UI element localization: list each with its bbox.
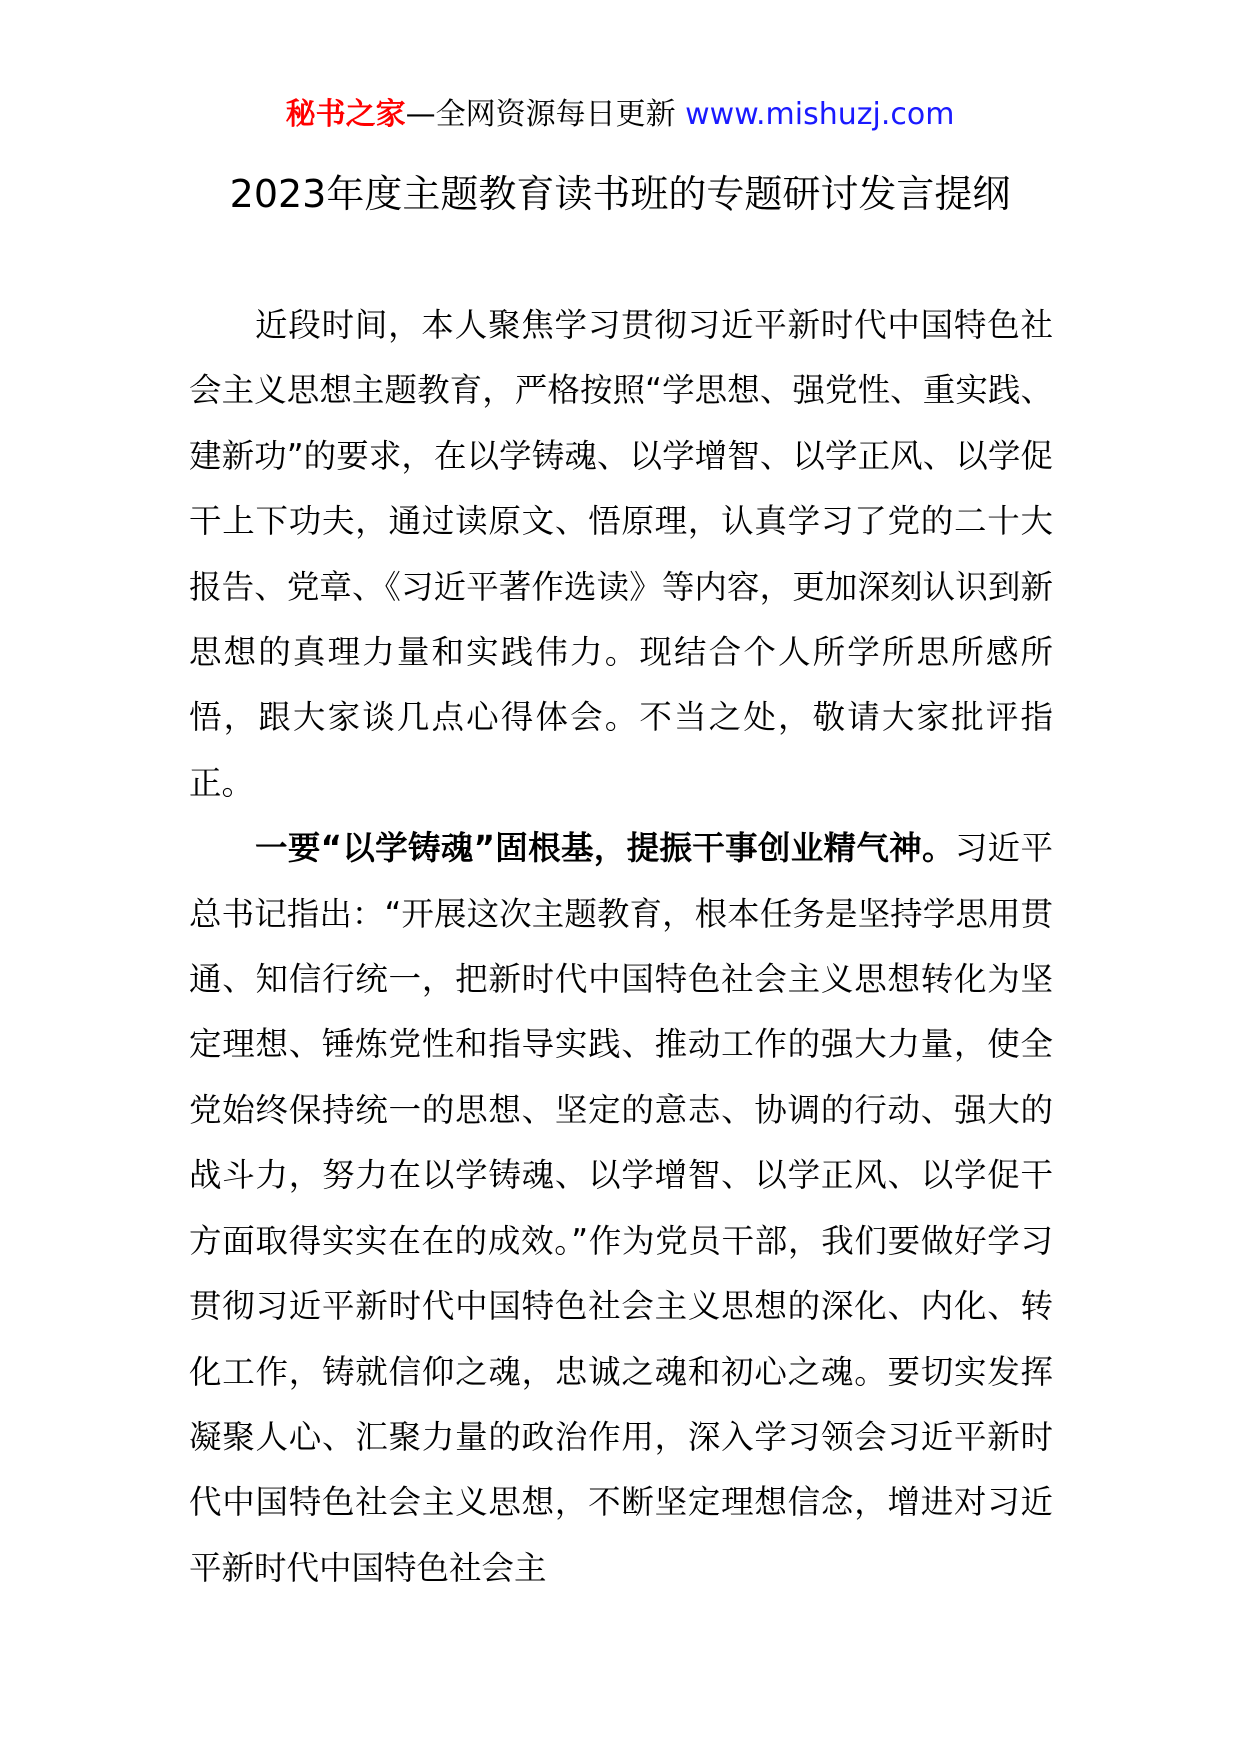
paragraph-intro-text: 近段时间，本人聚焦学习贯彻习近平新时代中国特色社会主义思想主题教育，严格按照“学思想、强党性、重实践、建新功”的要求，在以学铸魂、以学增智、以学正风、以学促干上下功夫，通过读原文、悟原理，认真学习了党的二十大报告、党章、《习近平著作选读》等内容，更加深刻认识到新思想的真理力量和实践伟力。现结合个人所学所思所感所悟，跟大家谈几点心得体会。不当之处，敬请大家批评指正。: [189, 306, 1053, 802]
document-title: 2023年度主题教育读书班的专题研讨发言提纲: [229, 172, 1011, 216]
site-url-link[interactable]: www.mishuzj.com: [685, 97, 955, 132]
site-brand: 秘书之家: [285, 97, 406, 132]
paragraph-point-one-text: 习近平总书记指出：“开展这次主题教育，根本任务是坚持学思用贯通、知信行统一，把新时代中国特色社会主义思想转化为坚定理想、锤炼党性和指导实践、推动工作的强大力量，使全党始终保持统一的思想、坚定的意志、协调的行动、强大的战斗力，努力在以学铸魂、以学增智、以学正风、以学促干方面取得实实在在的成效。”作为党员干部，我们要做好学习贯彻习近平新时代中国特色社会主义思想的深化、内化、转化工作，铸就信仰之魂，忠诚之魂和初心之魂。要切实发挥凝聚人心、汇聚力量的政治作用，深入学习领会习近平新时代中国特色社会主义思想，不断坚定理想信念，增进对习近平新时代中国特色社会主: [189, 829, 1053, 1587]
paragraph-point-one-lead: 一要“以学铸魂”固根基，提振干事创业精气神。: [255, 829, 955, 868]
paragraph-intro: [189, 293, 1053, 816]
document-body: [189, 293, 1053, 1601]
paragraph-point-one: [189, 816, 1053, 1601]
site-tagline: —全网资源每日更新: [405, 97, 676, 132]
site-header: [0, 95, 1240, 135]
